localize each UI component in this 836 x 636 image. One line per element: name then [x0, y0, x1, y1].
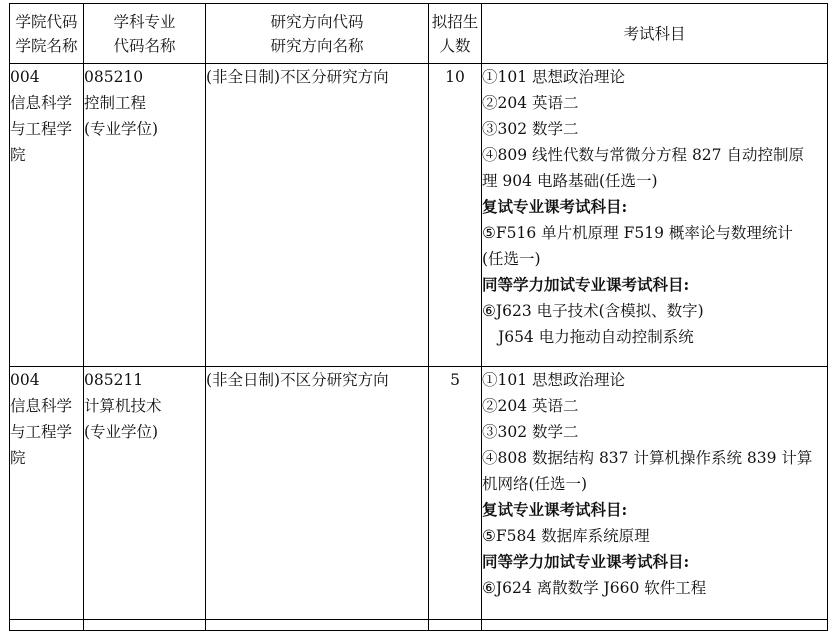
table-row-partial — [10, 620, 828, 631]
direction-cell — [206, 64, 429, 367]
school-cell — [10, 367, 84, 620]
quota-cell — [429, 367, 482, 620]
major-name: 计算机技术 — [84, 397, 162, 415]
table-row — [10, 64, 828, 367]
header-major — [84, 4, 206, 64]
subject-line: ③302 数学二 — [482, 120, 579, 138]
subject-line: 机网络(任选一) — [482, 475, 588, 493]
header-subjects — [482, 4, 828, 64]
retest-line: ⑤F516 单片机原理 F519 概率论与数理统计 — [482, 224, 793, 242]
admissions-table — [9, 3, 828, 631]
subjects-cell — [482, 64, 828, 367]
extra-exam-heading: 同等学力加试专业课考试科目: — [482, 552, 690, 571]
major-cell — [84, 64, 206, 367]
header-direction — [206, 4, 429, 64]
retest-line: ⑤F584 数据库系统原理 — [482, 527, 650, 545]
school-name-line: 信息科学 — [10, 397, 73, 415]
header-quota-line2: 人数 — [439, 36, 471, 55]
empty-cell — [482, 620, 828, 631]
degree-type: (专业学位) — [84, 423, 159, 441]
research-direction: (非全日制)不区分研究方向 — [206, 68, 389, 86]
subjects-cell — [482, 367, 828, 620]
header-school-name: 学院名称 — [15, 36, 78, 55]
research-direction: (非全日制)不区分研究方向 — [206, 371, 389, 389]
subject-line: 理 904 电路基础(任选一) — [482, 172, 658, 190]
empty-cell — [84, 620, 206, 631]
quota-value: 10 — [445, 68, 465, 86]
header-row — [10, 4, 828, 64]
direction-cell — [206, 367, 429, 620]
extra-exam-line: ⑥J623 电子技术(含模拟、数字) — [482, 302, 704, 320]
subject-line: ③302 数学二 — [482, 423, 579, 441]
header-quota-line1: 拟招生 — [431, 12, 479, 31]
header-school — [10, 4, 84, 64]
extra-exam-line: ⑥J624 离散数学 J660 软件工程 — [482, 579, 707, 597]
empty-cell — [10, 620, 84, 631]
major-name: 控制工程 — [84, 94, 147, 112]
header-direction-name: 研究方向名称 — [270, 36, 364, 55]
school-name-line: 与工程学 — [10, 120, 73, 138]
empty-cell — [206, 620, 429, 631]
major-code: 085211 — [84, 371, 144, 389]
school-code: 004 — [10, 371, 40, 389]
header-major-line1: 学科专业 — [113, 12, 176, 31]
degree-type: (专业学位) — [84, 120, 159, 138]
extra-exam-heading: 同等学力加试专业课考试科目: — [482, 275, 690, 294]
header-direction-code: 研究方向代码 — [270, 12, 364, 31]
school-name-line: 院 — [10, 449, 26, 467]
subject-line: ④808 数据结构 837 计算机操作系统 839 计算 — [482, 449, 813, 467]
header-quota — [429, 4, 482, 64]
retest-heading: 复试专业课考试科目: — [482, 197, 628, 216]
school-name-line: 院 — [10, 146, 26, 164]
retest-line: (任选一) — [482, 250, 541, 268]
empty-cell — [429, 620, 482, 631]
subject-line: ①101 思想政治理论 — [482, 371, 626, 389]
school-code: 004 — [10, 68, 40, 86]
school-name-line: 与工程学 — [10, 423, 73, 441]
school-cell — [10, 64, 84, 367]
quota-value: 5 — [450, 371, 460, 389]
quota-cell — [429, 64, 482, 367]
major-code: 085210 — [84, 68, 144, 86]
major-cell — [84, 367, 206, 620]
header-major-line2: 代码名称 — [113, 36, 176, 55]
table-row — [10, 367, 828, 620]
subject-line: ④809 线性代数与常微分方程 827 自动控制原 — [482, 146, 804, 164]
extra-exam-line: J654 电力拖动自动控制系统 — [498, 328, 694, 346]
header-subjects-label: 考试科目 — [623, 24, 686, 43]
school-name-line: 信息科学 — [10, 94, 73, 112]
subject-line: ②204 英语二 — [482, 397, 579, 415]
header-school-code: 学院代码 — [15, 12, 78, 31]
retest-heading: 复试专业课考试科目: — [482, 500, 628, 519]
subject-line: ②204 英语二 — [482, 94, 579, 112]
subject-line: ①101 思想政治理论 — [482, 68, 626, 86]
